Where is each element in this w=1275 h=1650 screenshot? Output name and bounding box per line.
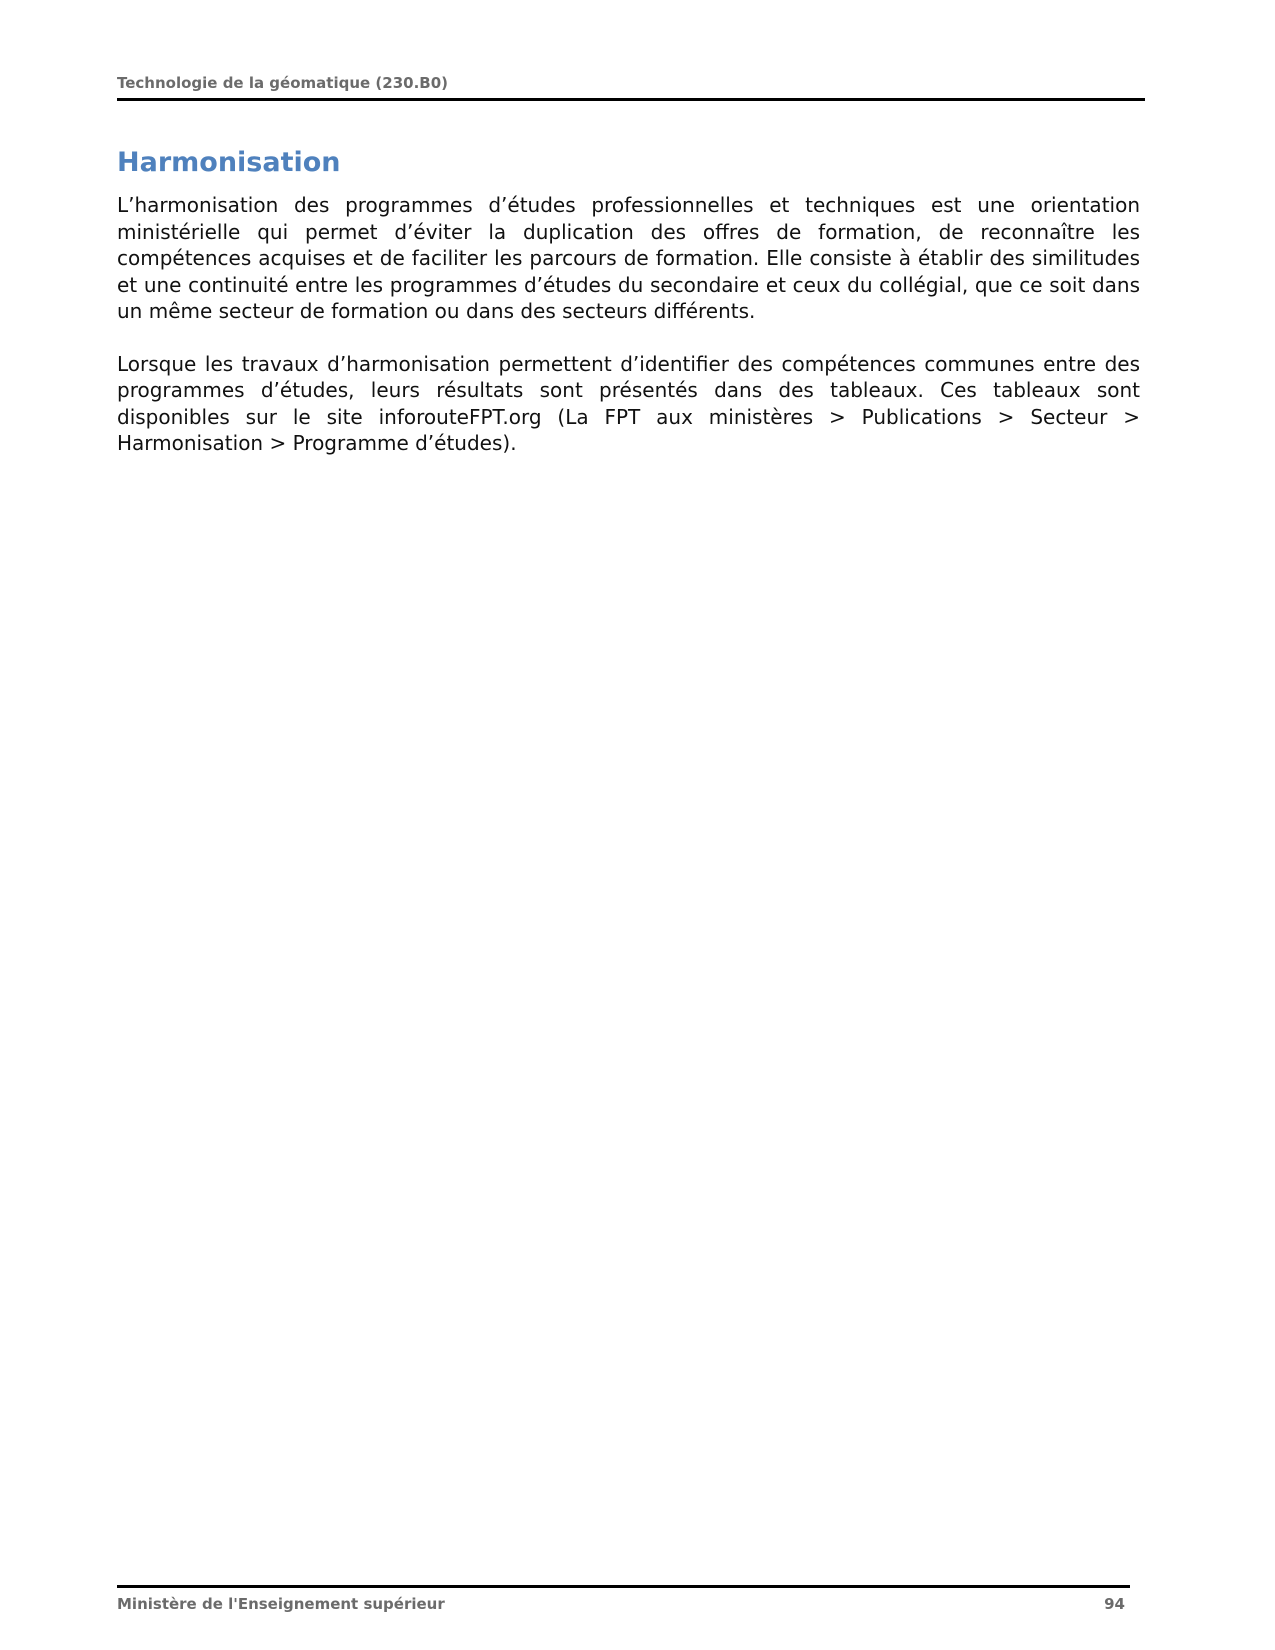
body-paragraph-1: L’harmonisation des programmes d’études professionnelles et techniques est une orientation ministérielle qui permet d’éviter la duplication des offres de formation, de reconnaître les compétences acquises et de faciliter les parcours de formation. Elle consiste à établir des similitudes et une continuité entre les programmes d’études du secondaire et ceux du collégial, que ce soit dans un même secteur de formation ou dans des secteurs différents. bbox=[117, 193, 1140, 323]
running-header-title: Technologie de la géomatique (230.B0) bbox=[117, 74, 448, 92]
section-heading: Harmonisation bbox=[117, 147, 341, 178]
main-content bbox=[117, 146, 1140, 483]
footer-organization: Ministère de l'Enseignement supérieur bbox=[117, 1595, 445, 1613]
running-footer bbox=[117, 1585, 1130, 1616]
running-header bbox=[117, 74, 1145, 101]
page-number: 94 bbox=[1104, 1595, 1125, 1613]
body-paragraph-2: Lorsque les travaux d’harmonisation permettent d’identifier des compétences communes entre des programmes d’études, leurs résultats sont présentés dans des tableaux. Ces tableaux sont disponibles sur le site inforouteFPT.org (La FPT aux ministères > Publications > Secteur > Harmonisation > Programme d’études). bbox=[117, 351, 1140, 455]
